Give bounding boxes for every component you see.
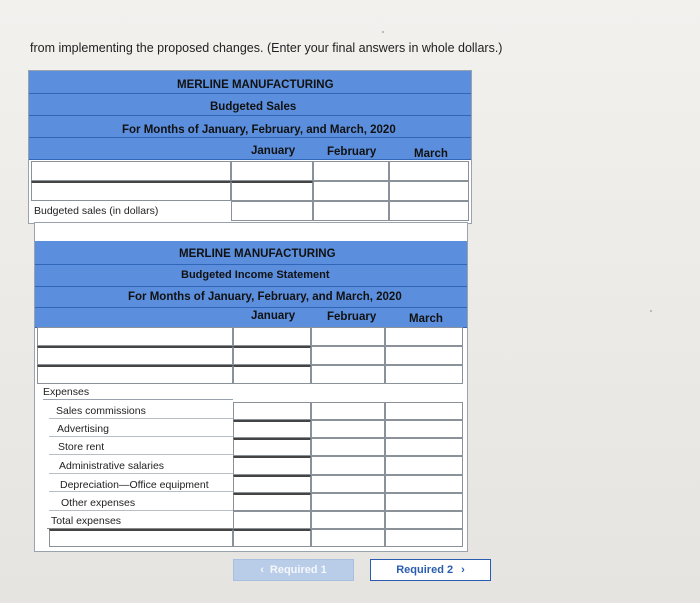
sales-jan-input-3[interactable] bbox=[231, 201, 313, 221]
income-title: Budgeted Income Statement bbox=[181, 269, 330, 281]
sales-company-name: MERLINE MANUFACTURING bbox=[177, 79, 334, 91]
other-expenses-jan-input[interactable] bbox=[233, 493, 311, 511]
advertising-mar-input[interactable] bbox=[385, 420, 463, 438]
income-col-january: January bbox=[251, 310, 296, 322]
instruction-text: from implementing the proposed changes. (Enter your final answers in whole dollars.) bbox=[30, 41, 503, 55]
income-company-name: MERLINE MANUFACTURING bbox=[179, 248, 336, 260]
admin-salaries-mar-input[interactable] bbox=[385, 456, 463, 475]
admin-salaries-jan-input[interactable] bbox=[233, 456, 311, 475]
income-period: For Months of January, February, and March, 2020 bbox=[128, 291, 402, 303]
income-feb-input-1[interactable] bbox=[311, 327, 385, 346]
sales-label-input-2[interactable] bbox=[31, 181, 231, 201]
sales-jan-input-2[interactable] bbox=[231, 181, 313, 201]
income-mar-input-3[interactable] bbox=[385, 365, 463, 384]
sales-feb-input-3[interactable] bbox=[313, 201, 389, 221]
store-rent-mar-input[interactable] bbox=[385, 438, 463, 456]
depreciation-feb-input[interactable] bbox=[311, 475, 385, 493]
sales-title: Budgeted Sales bbox=[210, 101, 297, 113]
admin-salaries-feb-input[interactable] bbox=[311, 456, 385, 475]
income-jan-input-last[interactable] bbox=[233, 529, 311, 547]
income-jan-input-1[interactable] bbox=[233, 327, 311, 346]
sales-commissions-feb-input[interactable] bbox=[311, 402, 385, 420]
depreciation-mar-input[interactable] bbox=[385, 475, 463, 493]
required-2-button[interactable] bbox=[370, 559, 491, 581]
income-col-february: February bbox=[327, 311, 377, 323]
budgeted-sales-table bbox=[28, 70, 472, 224]
income-feb-input-3[interactable] bbox=[311, 365, 385, 384]
required-1-label: Required 1 bbox=[269, 564, 327, 576]
total-expenses-mar-input[interactable] bbox=[385, 511, 463, 529]
income-feb-input-last[interactable] bbox=[311, 529, 385, 547]
sales-jan-input-1[interactable] bbox=[231, 161, 313, 181]
expense-store-rent: Store rent bbox=[58, 441, 105, 453]
expense-administrative-salaries: Administrative salaries bbox=[59, 460, 165, 472]
income-feb-input-2[interactable] bbox=[311, 346, 385, 365]
income-label-input-1[interactable] bbox=[37, 327, 233, 346]
income-label-input-3[interactable] bbox=[37, 365, 233, 384]
depreciation-jan-input[interactable] bbox=[233, 475, 311, 493]
advertising-feb-input[interactable] bbox=[311, 420, 385, 438]
income-label-input-last[interactable] bbox=[49, 529, 233, 547]
chevron-left-icon: ‹ bbox=[260, 564, 264, 576]
income-mar-input-2[interactable] bbox=[385, 346, 463, 365]
decorative-dot bbox=[382, 31, 384, 33]
expense-sales-commissions: Sales commissions bbox=[56, 405, 146, 417]
sales-mar-input-3[interactable] bbox=[389, 201, 469, 221]
sales-label-input-1[interactable] bbox=[31, 161, 231, 181]
sales-col-march: March bbox=[414, 148, 448, 160]
decorative-dot bbox=[650, 310, 652, 312]
chevron-right-icon: › bbox=[461, 564, 465, 576]
income-mar-input-last[interactable] bbox=[385, 529, 463, 547]
sales-mar-input-1[interactable] bbox=[389, 161, 469, 181]
income-mar-input-1[interactable] bbox=[385, 327, 463, 346]
income-jan-input-3[interactable] bbox=[233, 365, 311, 384]
sales-col-february: February bbox=[327, 146, 377, 158]
budgeted-sales-label: Budgeted sales (in dollars) bbox=[34, 205, 159, 217]
total-expenses-feb-input[interactable] bbox=[311, 511, 385, 529]
income-col-march: March bbox=[409, 313, 443, 325]
expense-advertising: Advertising bbox=[57, 423, 109, 435]
store-rent-feb-input[interactable] bbox=[311, 438, 385, 456]
expenses-header: Expenses bbox=[43, 386, 90, 398]
expense-other-expenses: Other expenses bbox=[61, 497, 136, 509]
sales-mar-input-2[interactable] bbox=[389, 181, 469, 201]
sales-commissions-jan-input[interactable] bbox=[233, 402, 311, 420]
income-jan-input-2[interactable] bbox=[233, 346, 311, 365]
income-label-input-2[interactable] bbox=[37, 346, 233, 365]
total-expenses-label: Total expenses bbox=[51, 515, 122, 527]
required-1-button[interactable] bbox=[233, 559, 354, 581]
required-2-label: Required 2 bbox=[396, 564, 454, 576]
advertising-jan-input[interactable] bbox=[233, 420, 311, 438]
sales-feb-input-2[interactable] bbox=[313, 181, 389, 201]
store-rent-jan-input[interactable] bbox=[233, 438, 311, 456]
other-expenses-feb-input[interactable] bbox=[311, 493, 385, 511]
sales-period: For Months of January, February, and March, 2020 bbox=[122, 124, 396, 136]
other-expenses-mar-input[interactable] bbox=[385, 493, 463, 511]
total-expenses-jan-input[interactable] bbox=[233, 511, 311, 529]
budgeted-income-statement-table bbox=[34, 222, 468, 552]
sales-feb-input-1[interactable] bbox=[313, 161, 389, 181]
expense-depreciation-office-equipment: Depreciation—Office equipment bbox=[60, 479, 209, 491]
sales-col-january: January bbox=[251, 145, 296, 157]
sales-commissions-mar-input[interactable] bbox=[385, 402, 463, 420]
